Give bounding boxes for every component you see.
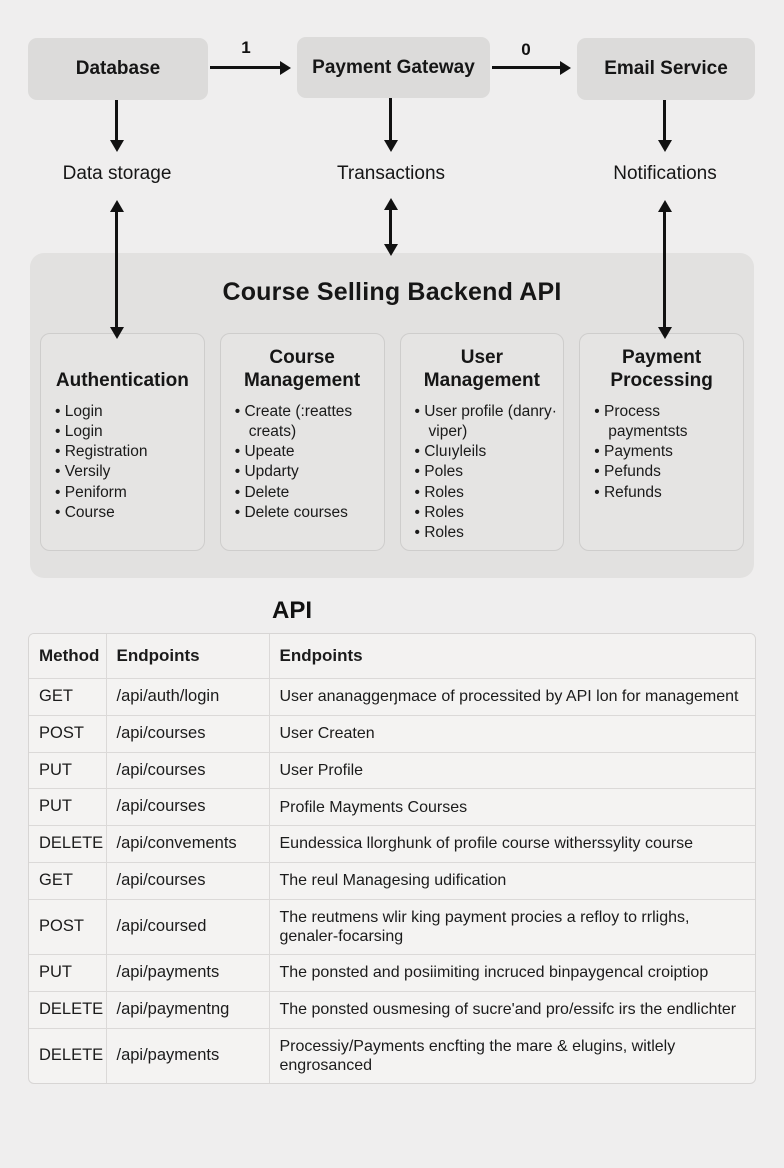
method-cell: DELETE	[29, 826, 106, 863]
endpoint-cell: /api/payments	[106, 955, 269, 992]
module-list-item: • Upeate	[235, 442, 378, 462]
node-payment-gateway: Payment Gateway	[297, 37, 490, 98]
module-list-item: • Updarty	[235, 462, 378, 482]
module-title: Course Management	[244, 346, 361, 391]
modules-grid	[40, 333, 744, 551]
method-cell: DELETE	[29, 991, 106, 1028]
method-cell: PUT	[29, 789, 106, 826]
description-cell: User Createn	[269, 715, 755, 752]
module-list-item: • Peniform	[55, 483, 198, 503]
arrow-email-service-to-notifications	[663, 100, 666, 140]
column-header-endpoints-2: Endpoints	[269, 634, 755, 679]
arrowhead-down-icon	[658, 327, 672, 339]
description-cell: Eundessica llorghunk of profile course witherssylity course	[269, 826, 755, 863]
module-list-item: • Login	[55, 402, 198, 422]
module-list-item: • Delete courses	[235, 503, 378, 523]
module-list-item: • User profile (danry· viper)	[415, 402, 558, 442]
endpoint-cell: /api/payments	[106, 1028, 269, 1083]
module-card	[400, 333, 565, 551]
module-list	[47, 402, 198, 523]
module-list	[227, 402, 378, 523]
module-list-item: • Payments	[594, 442, 737, 462]
table-row	[29, 715, 755, 752]
endpoints-table	[29, 634, 755, 1083]
description-cell: The reul Managesing udification	[269, 862, 755, 899]
table-row	[29, 1028, 755, 1083]
label-data-storage: Data storage	[62, 163, 172, 184]
endpoint-cell: /api/courses	[106, 715, 269, 752]
arrow-database-to-payment-gateway	[210, 66, 280, 69]
arrow-payment-gateway-to-transactions	[389, 98, 392, 140]
module-list-item: • Pefunds	[594, 462, 737, 482]
table-row	[29, 862, 755, 899]
method-cell: GET	[29, 679, 106, 716]
label-transactions: Transactions	[336, 163, 446, 184]
arrow-notifications-backend	[663, 212, 666, 327]
backend-panel	[30, 253, 754, 578]
column-header-endpoints: Endpoints	[106, 634, 269, 679]
arrow-database-to-data-storage	[115, 100, 118, 140]
table-header	[29, 634, 755, 679]
endpoint-cell: /api/auth/login	[106, 679, 269, 716]
arrowhead-down-icon	[384, 244, 398, 256]
table-row	[29, 955, 755, 992]
method-cell: PUT	[29, 955, 106, 992]
module-title: Payment Processing	[610, 346, 713, 391]
table-row	[29, 789, 755, 826]
method-cell: POST	[29, 899, 106, 954]
arrowhead-right-icon	[560, 61, 571, 75]
node-email-service: Email Service	[577, 38, 755, 100]
module-list-item: • Cluıyleils	[415, 442, 558, 462]
module-list-item: • Registration	[55, 442, 198, 462]
module-title: Authentication	[55, 369, 189, 391]
module-list-item: • Course	[55, 503, 198, 523]
table-row	[29, 899, 755, 954]
table-row	[29, 679, 755, 716]
arrow-transactions-backend	[389, 210, 392, 244]
endpoint-cell: /api/courses	[106, 789, 269, 826]
table-body	[29, 679, 755, 1084]
module-card	[220, 333, 385, 551]
description-cell: Processiy/Payments encfting the mare & elugins, witlely engrosanced	[279, 1037, 676, 1074]
description-cell: The ponsted and posiimiting incruced binpaygencal croiptiop	[269, 955, 755, 992]
method-cell: GET	[29, 862, 106, 899]
module-list-item: • Refunds	[594, 483, 737, 503]
arrow-data-storage-backend	[115, 212, 118, 327]
method-cell: PUT	[29, 752, 106, 789]
arrowhead-down-icon	[384, 140, 398, 152]
module-list-item: • Roles	[415, 523, 558, 543]
arrowhead-down-icon	[110, 327, 124, 339]
module-title: User Management	[423, 346, 540, 391]
module-card	[40, 333, 205, 551]
label-notifications: Notifications	[613, 163, 717, 184]
edge-label-1: 1	[241, 38, 251, 57]
description-cell: The ponsted ousmesing of sucre'and pro/essifc irs the endlichter	[269, 991, 755, 1028]
arrowhead-right-icon	[280, 61, 291, 75]
table-row	[29, 826, 755, 863]
module-list-item: • Poles	[415, 462, 558, 482]
module-list-item: • Roles	[415, 503, 558, 523]
table-row	[29, 991, 755, 1028]
api-table	[28, 633, 756, 1084]
method-cell: POST	[29, 715, 106, 752]
module-card	[579, 333, 744, 551]
endpoint-cell: /api/paymentng	[106, 991, 269, 1028]
edge-label-0: 0	[521, 40, 531, 59]
module-list-item: • Login	[55, 422, 198, 442]
module-list-item: • Create (:reattes creats)	[235, 402, 378, 442]
description-cell: User ananaggeŋmace of processited by API lon for management	[269, 679, 755, 716]
backend-title: Course Selling Backend API	[222, 278, 562, 306]
arrowhead-down-icon	[110, 140, 124, 152]
endpoint-cell: /api/courses	[106, 752, 269, 789]
module-list-item: • Delete	[235, 483, 378, 503]
arrowhead-up-icon	[384, 198, 398, 210]
endpoint-cell: /api/courses	[106, 862, 269, 899]
api-section-title: API	[272, 597, 313, 624]
endpoint-cell: /api/coursed	[106, 899, 269, 954]
table-row	[29, 752, 755, 789]
module-list	[407, 402, 558, 543]
arrowhead-up-icon	[658, 200, 672, 212]
module-list-item: • Roles	[415, 483, 558, 503]
module-list	[586, 402, 737, 503]
header-row	[29, 634, 755, 679]
module-list-item: • Versily	[55, 462, 198, 482]
description-cell: User Profile	[269, 752, 755, 789]
method-cell: DELETE	[29, 1028, 106, 1083]
node-database: Database	[28, 38, 208, 100]
arrow-payment-gateway-to-email-service	[492, 66, 560, 69]
column-header-method: Method	[29, 634, 106, 679]
description-cell: The reutmens wlir king payment procies a refloy to rrlighs, genaler-focarsing	[269, 899, 755, 954]
description-cell: Profile Mayments Courses	[269, 789, 755, 826]
arrowhead-up-icon	[110, 200, 124, 212]
module-list-item: • Process paymentsts	[594, 402, 737, 442]
arrowhead-down-icon	[658, 140, 672, 152]
endpoint-cell: /api/convements	[106, 826, 269, 863]
